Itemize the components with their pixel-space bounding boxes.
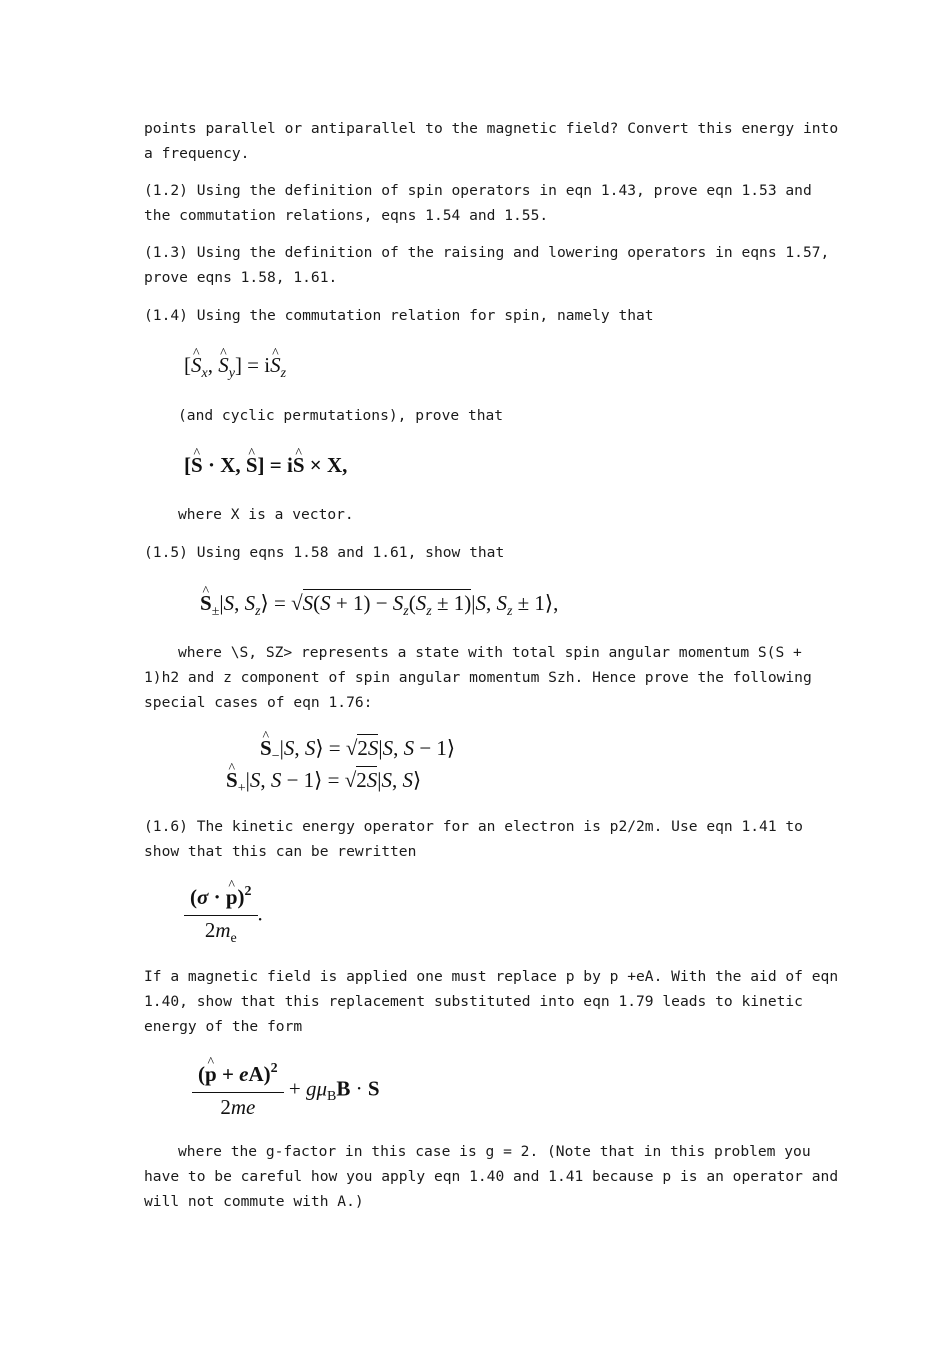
text-line: where the g-factor in this case is g = 2. (Note that in this problem you bbox=[178, 1143, 811, 1160]
text-line: points parallel or antiparallel to the magnetic field? Convert this energy into bbox=[144, 120, 839, 137]
text-line: If a magnetic field is applied one must replace p by p +eA. With the aid of eqn bbox=[144, 968, 839, 985]
text-line: have to be careful how you apply eqn 1.40 and 1.41 because p is an operator and bbox=[144, 1168, 839, 1185]
text-line: where X is a vector. bbox=[178, 506, 354, 523]
equation-lowering-case: S $\^{}_-|S$, S⟩ = √2S|S, S − 1⟩ bbox=[260, 733, 455, 767]
text-line: where \S, SZ> represents a state with total spin angular momentum S(S + bbox=[178, 644, 802, 661]
text-line: (1.5) Using eqns 1.58 and 1.61, show that bbox=[144, 544, 505, 561]
text-line: prove eqns 1.58, 1.61. bbox=[144, 269, 338, 286]
equation-kinetic-field: $\frac{(p \^{} + eA)^2}{2me}$ + $g\mu_BB \cdot S$ bbox=[192, 1062, 380, 1119]
text-line: 1.40, show that this replacement substituted into eqn 1.79 leads to kinetic bbox=[144, 993, 803, 1010]
text-line: a frequency. bbox=[144, 145, 250, 162]
equation-kinetic-pauli: $\frac{(\sigma \cdot p \^{})^2}{2m_e}$ . bbox=[184, 885, 263, 946]
text-line: show that this can be rewritten bbox=[144, 843, 417, 860]
equation-spin-commutator: [S $\^{}_x$, S $\^{}_y$] = iS $\^{}_z$ bbox=[184, 350, 286, 384]
text-line: (1.4) Using the commutation relation for spin, namely that bbox=[144, 307, 654, 324]
text-line: the commutation relations, eqns 1.54 and 1.55. bbox=[144, 207, 549, 224]
text-line: will not commute with A.) bbox=[144, 1193, 364, 1210]
text-line: (and cyclic permutations), prove that bbox=[178, 407, 504, 424]
equation-ladder-operator: S $\^{}_\pm|S$, $S_z⟩ = √S(S + 1) - S_z(S_z \pm 1)|S$, $S_z$ ± 1⟩, bbox=[200, 588, 558, 622]
text-line: 1)h2 and z component of spin angular momentum Szh. Hence prove the following bbox=[144, 669, 812, 686]
equation-vector-commutator: [S ^ · X, S ^] = iS ^ × X, bbox=[184, 450, 347, 480]
text-line: (1.6) The kinetic energy operator for an electron is p2/2m. Use eqn 1.41 to bbox=[144, 818, 803, 835]
text-line: (1.2) Using the definition of spin operators in eqn 1.43, prove eqn 1.53 and bbox=[144, 182, 812, 199]
equation-raising-case: S $\^{}_+|S$, S − 1⟩ = √2S|S, S⟩ bbox=[226, 765, 421, 799]
text-line: special cases of eqn 1.76: bbox=[144, 694, 373, 711]
text-line: energy of the form bbox=[144, 1018, 303, 1035]
text-line: (1.3) Using the definition of the raising and lowering operators in eqns 1.57, bbox=[144, 244, 830, 261]
